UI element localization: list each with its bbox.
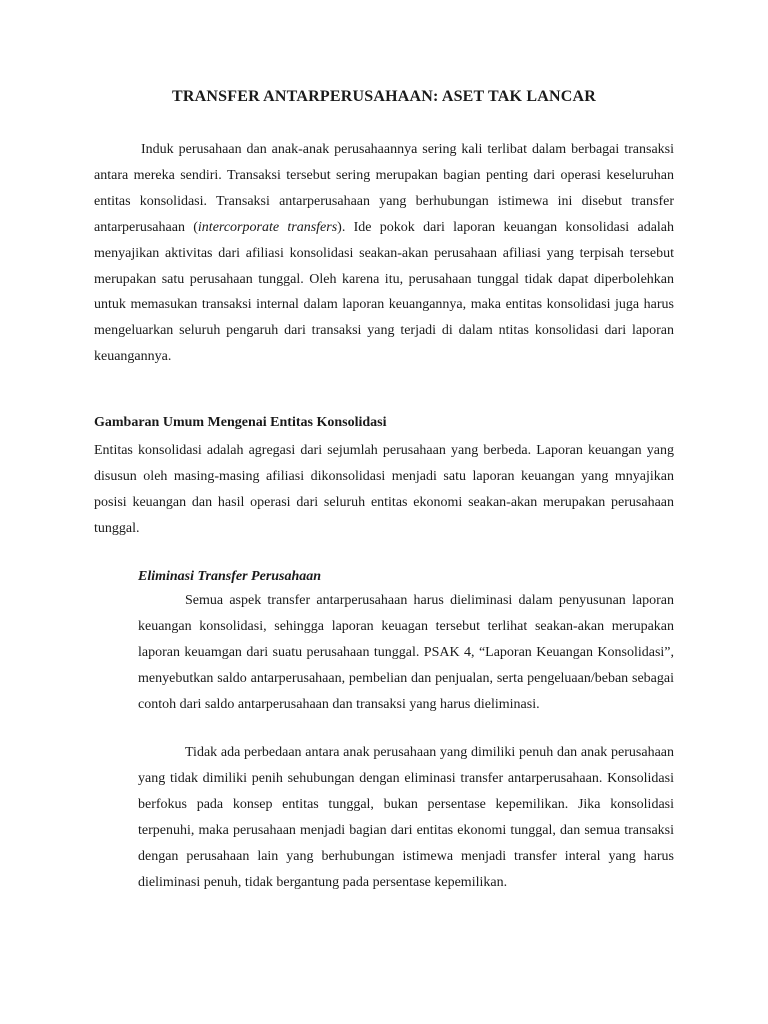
eliminasi-paragraph-1: Semua aspek transfer antarperusahaan harus dieliminasi dalam penyusunan laporan keuangan konsolidasi, sehingga laporan keuagan tersebut terlihat seakan-akan merupakan laporan keuamgan dari suatu perusahaan tunggal. PSAK 4, “Laporan Keuangan Konsolidasi”, menyebutkan saldo antarperusahaan, pembelian dan penjualan, serta pengeluaan/beban sebagai contoh dari saldo antarperusahaan dan transaksi yang harus dieliminasi. bbox=[138, 593, 674, 712]
intro-paragraph bbox=[94, 137, 674, 370]
intro-text-start: Induk perusahaan dan anak-anak perusahaannya sering kali terlibat dalam berbagai transaksi antara mereka sendiri. Transaksi tersebut sering merupakan bagian penting dari operasi keseluruhan entitas konsolidasi. Transaksi antarperusahaan yang berhubungan istimewa ini disebut transfer antarperusahaan ( bbox=[94, 142, 674, 235]
section-heading-eliminasi: Eliminasi Transfer Perusahaan bbox=[138, 569, 322, 584]
intro-text-end: ). Ide pokok dari laporan keuangan konsolidasi adalah menyajikan aktivitas dari afiliasi konsolidasi seakan-akan perusahaan afiliasi yang terpisah tersebut merupakan satu perusahaan tunggal. Oleh karena itu, perusahaan tunggal tidak dapat diperbolehkan untuk memasukan transaksi internal dalam laporan keuangannya, maka entitas konsolidasi juga harus mengeluarkan seluruh pengaruh dari transaksi yang terjadi di dalam ntitas konsolidasi dari laporan keuangannya. bbox=[94, 219, 675, 365]
section-heading-entitas: Gambaran Umum Mengenai Entitas Konsolidasi bbox=[94, 415, 387, 430]
entitas-paragraph: Entitas konsolidasi adalah agregasi dari sejumlah perusahaan yang berbeda. Laporan keuangan yang disusun oleh masing-masing afiliasi dikonsolidasi menjadi satu laporan keuangan yang mnyajikan posisi keuangan dan hasil operasi dari seluruh entitas ekonomi seakan-akan merupakan perusahaan tunggal. bbox=[94, 443, 674, 536]
document-title: TRANSFER ANTARPERUSAHAAN: ASET TAK LANCAR bbox=[172, 88, 596, 105]
intro-italic-term: intercorporate transfers bbox=[197, 219, 338, 235]
eliminasi-paragraph-2: Tidak ada perbedaan antara anak perusahaan yang dimiliki penuh dan anak perusahaan yang tidak dimiliki penih sehubungan dengan eliminasi transfer antarperusahaan. Konsolidasi berfokus pada konsep entitas tunggal, bukan persentase kepemilikan. Jika konsolidasi terpenuhi, maka perusahaan menjadi bagian dari entitas ekonomi tunggal, dan semua transaksi dengan perusahaan lain yang berhubungan istimewa menjadi transfer interal yang harus dieliminasi penuh, tidak bergantung pada persentase kepemilikan. bbox=[138, 745, 674, 890]
